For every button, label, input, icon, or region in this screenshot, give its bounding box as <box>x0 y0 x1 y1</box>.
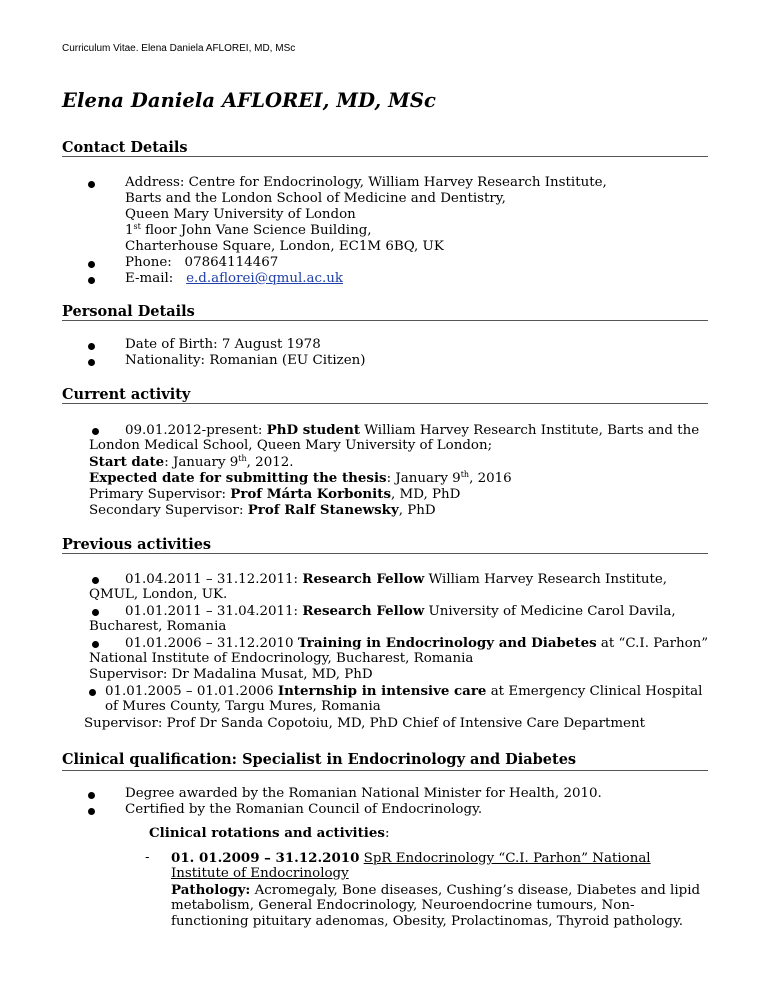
running-header: Curriculum Vitae. Elena Daniela AFLOREI, MD, MSc <box>62 43 296 54</box>
section-rule <box>62 770 708 771</box>
section-heading-personal: Personal Details <box>62 303 195 320</box>
clinical-degree-line: Degree awarded by the Romanian National Minister for Health, 2010. <box>125 786 602 801</box>
clinical-cert-line: Certified by the Romanian Council of Endocrinology. <box>125 802 483 817</box>
section-heading-current: Current activity <box>62 386 191 403</box>
rotation-line: Institute of Endocrinology <box>171 866 349 881</box>
address-line: Address: Centre for Endocrinology, William Harvey Research Institute, <box>125 175 607 190</box>
bullet-icon <box>88 277 95 284</box>
bullet-icon <box>88 359 95 366</box>
previous-item-supervisor: Supervisor: Prof Dr Sanda Copotoiu, MD, PhD Chief of Intensive Care Department <box>84 716 645 731</box>
bullet-icon <box>92 609 99 616</box>
primary-supervisor-line: Primary Supervisor: Prof Márta Korbonits, MD, PhD <box>89 486 461 502</box>
start-date-line: Start date: January 9th, 2012. <box>89 454 294 470</box>
current-role-line: London Medical School, Queen Mary University of London; <box>89 438 493 453</box>
email-link[interactable]: e.d.aflorei@qmul.ac.uk <box>186 271 343 286</box>
thesis-date-line: Expected date for submitting the thesis: January 9th, 2016 <box>89 470 512 486</box>
previous-item-cont: of Mures County, Targu Mures, Romania <box>105 699 381 714</box>
address-line: Barts and the London School of Medicine and Dentistry, <box>125 191 506 206</box>
bullet-icon <box>88 792 95 799</box>
section-rule <box>62 320 708 321</box>
previous-item: 01.04.2011 – 31.12.2011: Research Fellow William Harvey Research Institute, <box>125 571 668 587</box>
section-heading-previous: Previous activities <box>62 536 212 553</box>
previous-item-cont: Bucharest, Romania <box>89 619 227 634</box>
dob-line: Date of Birth: 7 August 1978 <box>125 337 321 352</box>
bullet-icon <box>92 428 99 435</box>
bullet-icon <box>88 808 95 815</box>
phone-line: Phone: 07864114467 <box>125 255 279 270</box>
section-rule <box>62 403 708 404</box>
pathology-line: Pathology: Acromegaly, Bone diseases, Cushing’s disease, Diabetes and lipid <box>171 882 701 898</box>
rotation-dash: - <box>145 850 150 865</box>
email-line: E-mail: e.d.aflorei@qmul.ac.uk <box>125 271 343 286</box>
section-rule <box>62 156 708 157</box>
bullet-icon <box>89 689 96 696</box>
bullet-icon <box>88 181 95 188</box>
nationality-line: Nationality: Romanian (EU Citizen) <box>125 353 366 368</box>
rotation-line: 01. 01.2009 – 31.12.2010 SpR Endocrinology “C.I. Parhon” National <box>171 850 651 866</box>
previous-item-supervisor: Supervisor: Dr Madalina Musat, MD, PhD <box>89 667 373 682</box>
pathology-line: functioning pituitary adenomas, Obesity, Prolactinomas, Thyroid pathology. <box>171 914 683 929</box>
pathology-line: metabolism, General Endocrinology, Neuroendocrine tumours, Non- <box>171 898 635 913</box>
address-line: Queen Mary University of London <box>125 207 356 222</box>
phone-value: 07864114467 <box>184 255 279 270</box>
previous-item: 01.01.2005 – 01.01.2006 Internship in intensive care at Emergency Clinical Hospital <box>105 683 703 699</box>
section-heading-clinical: Clinical qualification: Specialist in Endocrinology and Diabetes <box>62 751 577 768</box>
bullet-icon <box>88 343 95 350</box>
previous-item-cont: National Institute of Endocrinology, Bucharest, Romania <box>89 651 474 666</box>
previous-item: 01.01.2006 – 31.12.2010 Training in Endocrinology and Diabetes at “C.I. Parhon” <box>125 635 709 651</box>
section-heading-contact: Contact Details <box>62 139 188 156</box>
previous-item: 01.01.2011 – 31.04.2011: Research Fellow University of Medicine Carol Davila, <box>125 603 676 619</box>
address-line: Charterhouse Square, London, EC1M 6BQ, UK <box>125 239 444 254</box>
address-line: 1st floor John Vane Science Building, <box>125 222 372 238</box>
rotations-heading: Clinical rotations and activities: <box>149 825 390 841</box>
section-rule <box>62 553 708 554</box>
bullet-icon <box>92 577 99 584</box>
secondary-supervisor-line: Secondary Supervisor: Prof Ralf Stanewsky, PhD <box>89 502 436 518</box>
bullet-icon <box>92 641 99 648</box>
bullet-icon <box>88 261 95 268</box>
previous-item-cont: QMUL, London, UK. <box>89 587 228 602</box>
current-role-line: 09.01.2012-present: PhD student William Harvey Research Institute, Barts and the <box>125 422 700 438</box>
document-title: Elena Daniela AFLOREI, MD, MSc <box>62 89 437 112</box>
